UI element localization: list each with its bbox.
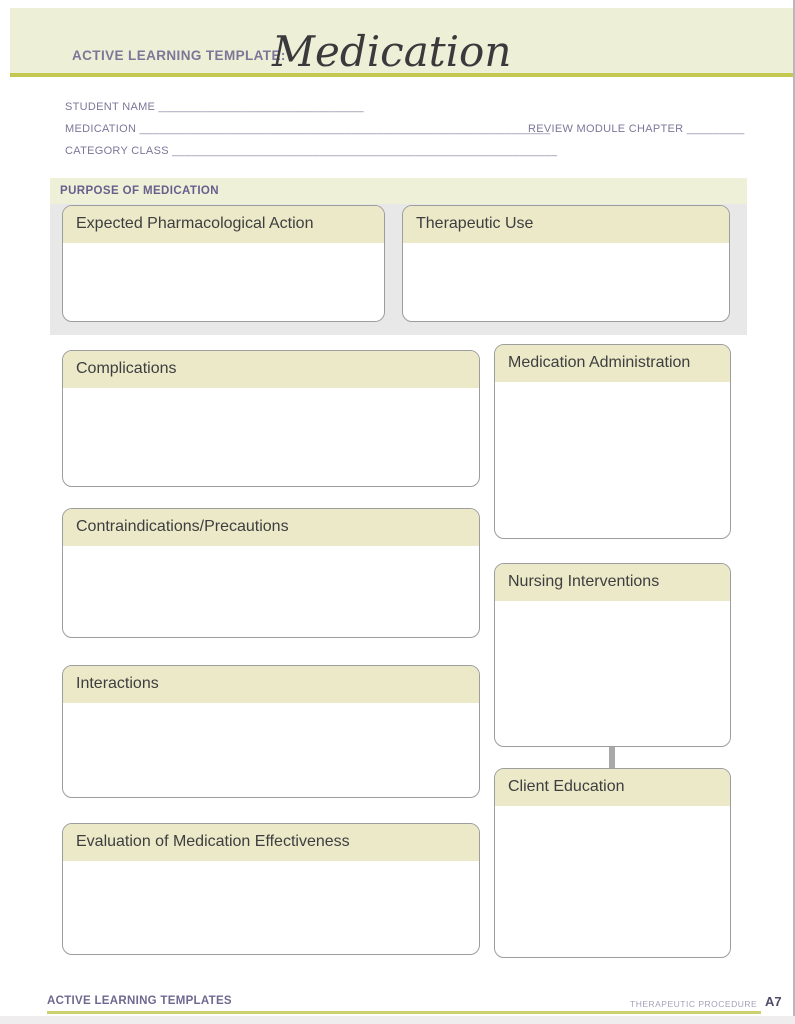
footer-page-number: A7 (765, 994, 782, 1009)
box-title: Complications (63, 351, 479, 388)
box-writing-area[interactable] (403, 243, 729, 321)
box-title: Nursing Interventions (495, 564, 730, 601)
category-class-blank[interactable]: ____________________________________________________________ (172, 145, 558, 157)
medication-label: MEDICATION (65, 123, 137, 135)
box-client-education (494, 768, 731, 958)
box-therapeutic-use (402, 205, 730, 322)
student-name-field (65, 101, 364, 113)
purpose-of-medication-heading: PURPOSE OF MEDICATION (50, 178, 747, 204)
box-writing-area[interactable] (63, 861, 479, 954)
box-title: Medication Administration (495, 345, 730, 382)
box-writing-area[interactable] (495, 382, 730, 538)
box-writing-area[interactable] (63, 388, 479, 486)
box-writing-area[interactable] (63, 703, 479, 797)
box-contraindications-precautions (62, 508, 480, 638)
review-module-chapter-blank[interactable]: _________ (686, 123, 745, 135)
box-expected-pharmacological-action (62, 205, 385, 322)
box-title: Expected Pharmacological Action (63, 206, 384, 243)
purpose-of-medication-panel (50, 178, 747, 335)
box-nursing-interventions (494, 563, 731, 747)
footer-templates-label: ACTIVE LEARNING TEMPLATES (47, 995, 232, 1007)
box-interactions (62, 665, 480, 798)
box-medication-administration (494, 344, 731, 539)
page-title: Medication (272, 26, 512, 76)
box-title: Contraindications/Precautions (63, 509, 479, 546)
student-name-blank[interactable]: ________________________________ (158, 101, 364, 113)
page-bottom-edge (0, 1016, 795, 1024)
template-label: ACTIVE LEARNING TEMPLATE: (72, 48, 286, 63)
box-title: Client Education (495, 769, 730, 806)
category-class-field (65, 145, 557, 157)
box-writing-area[interactable] (63, 243, 384, 321)
box-writing-area[interactable] (495, 806, 730, 957)
review-module-chapter-label: REVIEW MODULE CHAPTER (528, 123, 684, 135)
medication-field (65, 123, 550, 135)
medication-blank[interactable]: ________________________________________________________________ (139, 123, 551, 135)
footer-section-label: THERAPEUTIC PROCEDURE (630, 999, 758, 1009)
header-band (10, 8, 795, 77)
box-title: Interactions (63, 666, 479, 703)
box-complications (62, 350, 480, 487)
box-evaluation-of-medication-effectiveness (62, 823, 480, 955)
box-writing-area[interactable] (495, 601, 730, 746)
review-module-chapter-field (528, 123, 745, 135)
footer-rule (47, 1011, 761, 1014)
box-writing-area[interactable] (63, 546, 479, 637)
student-name-label: STUDENT NAME (65, 101, 156, 113)
box-title: Evaluation of Medication Effectiveness (63, 824, 479, 861)
box-title: Therapeutic Use (403, 206, 729, 243)
category-class-label: CATEGORY CLASS (65, 145, 169, 157)
